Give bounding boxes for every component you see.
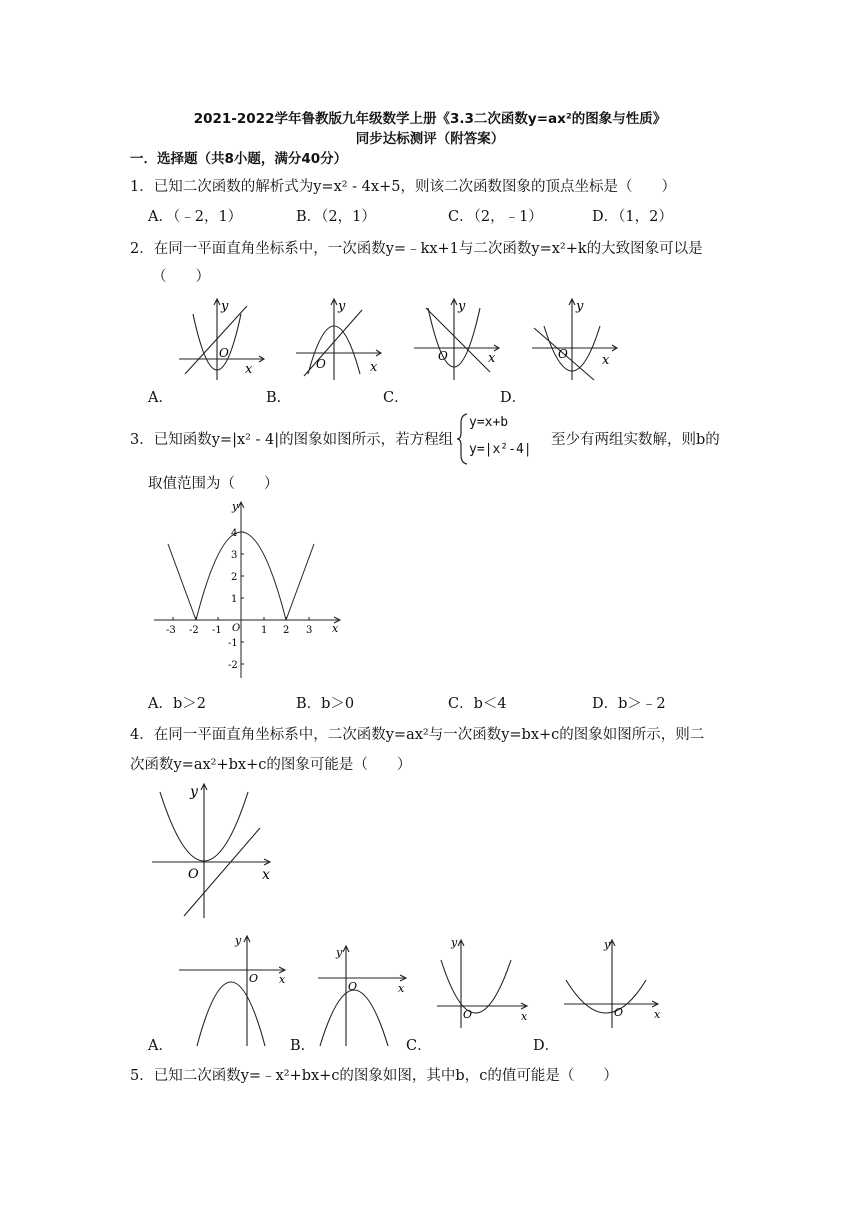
x-label: x bbox=[521, 1010, 528, 1023]
q4-option-b: B． bbox=[290, 1038, 316, 1054]
origin-label: O bbox=[463, 1008, 473, 1021]
x-label: x bbox=[279, 973, 286, 986]
x-tick-label: 3 bbox=[306, 625, 313, 636]
y-label: y bbox=[338, 299, 346, 314]
q2-option-c: C． bbox=[383, 390, 409, 406]
document-title: 2021-2022学年鲁教版九年级数学上册《3.3二次函数y=ax²的图象与性质》 bbox=[193, 111, 667, 127]
q3-function-graph bbox=[148, 496, 348, 680]
origin-label: O bbox=[438, 349, 448, 363]
q4-option-a: A． bbox=[148, 1038, 173, 1054]
x-tick-label: 2 bbox=[283, 625, 290, 636]
origin-label: O bbox=[558, 347, 568, 361]
y-tick-label: 2 bbox=[231, 572, 238, 583]
q4-graph-a bbox=[175, 930, 293, 1048]
y-label: y bbox=[604, 938, 611, 951]
q4-graph-c bbox=[433, 934, 533, 1030]
question-5-text: 5．已知二次函数y=﹣x²+bx+c的图象如图，其中b，c的值可能是（ ） bbox=[130, 1068, 618, 1084]
q2-option-a: A． bbox=[148, 390, 173, 406]
system-equation-2: y=|x²-4| bbox=[469, 442, 532, 457]
question-1-text: 1．已知二次函数的解析式为y=x² - 4x+5，则该二次函数图象的顶点坐标是（ ） bbox=[130, 179, 676, 195]
q4-graph-b bbox=[314, 940, 414, 1048]
q3-option-a: A．b＞2 bbox=[148, 696, 206, 712]
origin-label: O bbox=[232, 623, 241, 634]
y-tick-label: 4 bbox=[231, 528, 238, 539]
y-label: y bbox=[221, 299, 229, 314]
y-tick-label: 3 bbox=[231, 550, 238, 561]
q2-graph-a bbox=[175, 296, 270, 382]
q1-option-a: A．（﹣2，1） bbox=[148, 209, 243, 225]
q1-option-b: B．（2，1） bbox=[296, 209, 376, 225]
origin-label: O bbox=[348, 980, 358, 993]
x-label: x bbox=[245, 362, 253, 377]
document-subtitle: 同步达标测评（附答案） bbox=[355, 131, 505, 147]
y-tick-label: -2 bbox=[228, 660, 238, 671]
q4-option-d: D． bbox=[533, 1038, 560, 1054]
question-3-text-line2: 取值范围为（ ） bbox=[148, 476, 279, 492]
q3-option-b: B．b＞0 bbox=[296, 696, 355, 712]
equation-system bbox=[457, 413, 551, 465]
q4-main-graph bbox=[148, 780, 282, 920]
q4-graph-d bbox=[560, 934, 666, 1030]
x-tick-label: -1 bbox=[212, 625, 222, 636]
origin-label: O bbox=[614, 1006, 624, 1019]
q2-graph-b bbox=[292, 296, 387, 382]
y-label: y bbox=[451, 936, 458, 949]
x-label: x bbox=[332, 622, 339, 635]
x-tick-label: -2 bbox=[189, 625, 199, 636]
x-tick-label: 1 bbox=[261, 625, 268, 636]
q4-option-c: C． bbox=[406, 1038, 432, 1054]
y-tick-label: -1 bbox=[228, 638, 238, 649]
y-label: y bbox=[235, 934, 242, 947]
x-label: x bbox=[602, 353, 610, 368]
question-2-text: 2．在同一平面直角坐标系中，一次函数y=﹣kx+1与二次函数y=x²+k的大致图象可以是 bbox=[130, 241, 703, 257]
system-equation-1: y=x+b bbox=[469, 415, 509, 430]
y-tick-label: 1 bbox=[231, 594, 238, 605]
x-label: x bbox=[262, 867, 270, 883]
origin-label: O bbox=[249, 972, 259, 985]
section-heading: 一．选择题（共8小题，满分40分） bbox=[130, 151, 348, 167]
q1-option-c: C．（2，﹣1） bbox=[448, 209, 543, 225]
y-label: y bbox=[576, 299, 584, 314]
question-4-text-line2: 次函数y=ax²+bx+c的图象可能是（ ） bbox=[130, 757, 412, 773]
q3-option-c: C．b＜4 bbox=[448, 696, 507, 712]
y-label: y bbox=[190, 784, 198, 800]
q2-graph-c bbox=[410, 296, 505, 382]
x-label: x bbox=[654, 1008, 661, 1021]
y-label: y bbox=[232, 500, 239, 513]
y-label: y bbox=[458, 299, 466, 314]
q2-option-d: D． bbox=[500, 390, 527, 406]
origin-label: O bbox=[316, 357, 326, 371]
origin-label: O bbox=[188, 867, 199, 882]
q2-option-b: B． bbox=[266, 390, 292, 406]
question-3-text: 3．已知函数y=|x² - 4|的图象如图所示，若方程组 bbox=[130, 432, 454, 448]
y-label: y bbox=[336, 946, 343, 959]
x-label: x bbox=[398, 982, 405, 995]
x-label: x bbox=[370, 360, 378, 375]
origin-label: O bbox=[219, 346, 229, 360]
q2-graph-d bbox=[528, 296, 623, 382]
question-3-text-cont: 至少有两组实数解，则b的 bbox=[551, 432, 720, 448]
q3-option-d: D．b＞﹣2 bbox=[592, 696, 666, 712]
question-2-text-cont: （ ） bbox=[152, 269, 210, 285]
question-4-text: 4．在同一平面直角坐标系中，二次函数y=ax²与一次函数y=bx+c的图象如图所示，则二 bbox=[130, 727, 705, 743]
q1-option-d: D．（1，2） bbox=[592, 209, 673, 225]
x-tick-label: -3 bbox=[166, 625, 176, 636]
x-label: x bbox=[488, 351, 496, 366]
left-brace-icon bbox=[457, 413, 469, 465]
